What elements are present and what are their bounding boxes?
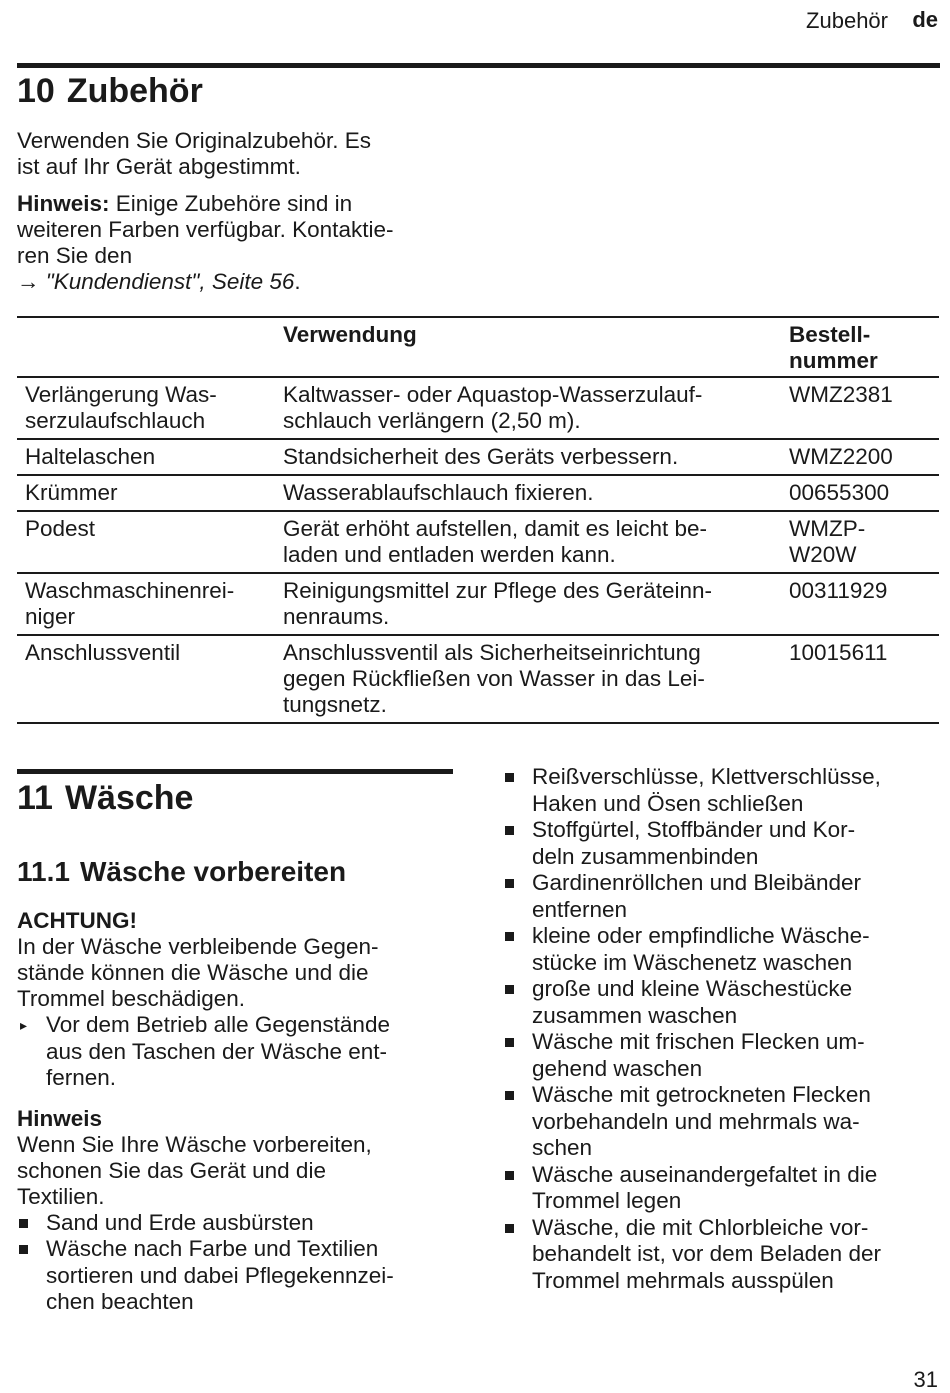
table-row (17, 573, 939, 635)
section-10-intro (17, 128, 457, 306)
cell-name: Krümmer (17, 475, 275, 511)
cell-name: Anschlussventil (17, 635, 275, 723)
section-11-rule (17, 769, 453, 774)
cell-name: Waschmaschinenrei- niger (17, 573, 275, 635)
section-10-heading: 10 Zubehör (17, 72, 203, 110)
intro-paragraph: Verwenden Sie Originalzubehör. Es ist auf Ihr Gerät abgestimmt. (17, 128, 371, 179)
cell-usage: Gerät erhöht aufstellen, damit es leicht be- laden und entladen werden kann. (275, 511, 781, 573)
note-text: Wenn Sie Ihre Wäsche vorbereiten, schonen Sie das Gerät und die Textilien. (17, 1131, 372, 1209)
list-item: Wäsche mit getrockneten Flecken vorbehandeln und mehrmals wa- schen (503, 1082, 943, 1162)
right-bullet-list (503, 764, 943, 1294)
cell-order-number: WMZ2381 (781, 377, 939, 439)
list-item: Wäsche, die mit Chlorbleiche vor- behandelt ist, vor dem Beladen der Trommel mehrmals ausspülen (503, 1215, 943, 1295)
triangle-bullet-icon: ▸ (20, 1017, 28, 1033)
cell-order-number: 00311929 (781, 573, 939, 635)
cell-name: Haltelaschen (17, 439, 275, 475)
cell-order-number: 10015611 (781, 635, 939, 723)
note-paragraph: Hinweis: Einige Zubehöre sind in weiteren Farben verfügbar. Kontaktie- ren Sie den → "Kundendienst", Seite 56. (17, 191, 394, 294)
list-item: Reißverschlüsse, Klettverschlüsse, Haken und Ösen schließen (503, 764, 943, 817)
page-number: 31 (913, 1367, 938, 1392)
note-label: Hinweis (17, 1105, 103, 1131)
square-bullet-icon (505, 1224, 514, 1233)
accessories-table (17, 316, 939, 724)
cell-usage: Kaltwasser- oder Aquastop-Wasserzulauf- schlauch verlängern (2,50 m). (275, 377, 781, 439)
cell-order-number: WMZ2200 (781, 439, 939, 475)
list-item: Stoffgürtel, Stoffbänder und Kor- deln zusammenbinden (503, 817, 943, 870)
header-language: de (912, 7, 938, 32)
cell-order-number: WMZP- W20W (781, 511, 939, 573)
square-bullet-icon (505, 1171, 514, 1180)
cell-usage: Reinigungsmittel zur Pflege des Geräteinn- nenraums. (275, 573, 781, 635)
square-bullet-icon (505, 773, 514, 782)
list-item: Wäsche auseinandergefaltet in die Trommel legen (503, 1162, 943, 1215)
warning-label: ACHTUNG! (17, 908, 137, 933)
square-bullet-icon (19, 1219, 28, 1228)
header-section-title: Zubehör (806, 8, 888, 33)
cell-order-number: 00655300 (781, 475, 939, 511)
action-step: ▸ Vor dem Betrieb alle Gegenstände aus den Taschen der Wäsche ent- fernen. (20, 1012, 390, 1090)
cell-usage: Anschlussventil als Sicherheitseinrichtung gegen Rückfließen von Wasser in das Lei- tungsnetz. (275, 635, 781, 723)
header-rule (17, 63, 940, 68)
cell-name: Verlängerung Was- serzulaufschlauch (17, 377, 275, 439)
cell-usage: Standsicherheit des Geräts verbessern. (275, 439, 781, 475)
section-11-heading: 11 Wäsche (17, 779, 194, 817)
square-bullet-icon (505, 879, 514, 888)
header-cell-name (17, 317, 275, 377)
table-row (17, 475, 939, 511)
left-bullet-list (17, 1210, 457, 1316)
table-row (17, 511, 939, 573)
list-item: kleine oder empfindliche Wäsche- stücke im Wäschenetz waschen (503, 923, 943, 976)
right-column (503, 764, 943, 1294)
table-row (17, 439, 939, 475)
square-bullet-icon (505, 985, 514, 994)
square-bullet-icon (505, 932, 514, 941)
list-item: Sand und Erde ausbürsten (17, 1210, 457, 1237)
arrow-icon: → (17, 269, 40, 294)
list-item: Gardinenröllchen und Bleibänder entfernen (503, 870, 943, 923)
list-item: große und kleine Wäschestücke zusammen waschen (503, 976, 943, 1029)
square-bullet-icon (505, 1038, 514, 1047)
list-item: Wäsche mit frischen Flecken um- gehend waschen (503, 1029, 943, 1082)
left-column (17, 908, 457, 1316)
square-bullet-icon (505, 1091, 514, 1100)
warning-text: In der Wäsche verbleibende Gegen- stände können die Wäsche und die Trommel beschädigen. (17, 934, 379, 1011)
subsection-11-1-heading: 11.1 Wäsche vorbereiten (17, 856, 347, 887)
table-row (17, 377, 939, 439)
square-bullet-icon (19, 1245, 28, 1254)
table-header-row (17, 317, 939, 377)
header-cell-order-number: Bestell- nummer (781, 317, 939, 377)
list-item: Wäsche nach Farbe und Textilien sortieren und dabei Pflegekennzei- chen beachten (17, 1236, 457, 1316)
square-bullet-icon (505, 826, 514, 835)
header-cell-usage: Verwendung (275, 317, 781, 377)
table-row (17, 635, 939, 723)
action-list (17, 1012, 457, 1092)
cell-name: Podest (17, 511, 275, 573)
customer-service-link[interactable]: "Kundendienst", Seite 56 (39, 269, 295, 294)
cell-usage: Wasserablaufschlauch fixieren. (275, 475, 781, 511)
